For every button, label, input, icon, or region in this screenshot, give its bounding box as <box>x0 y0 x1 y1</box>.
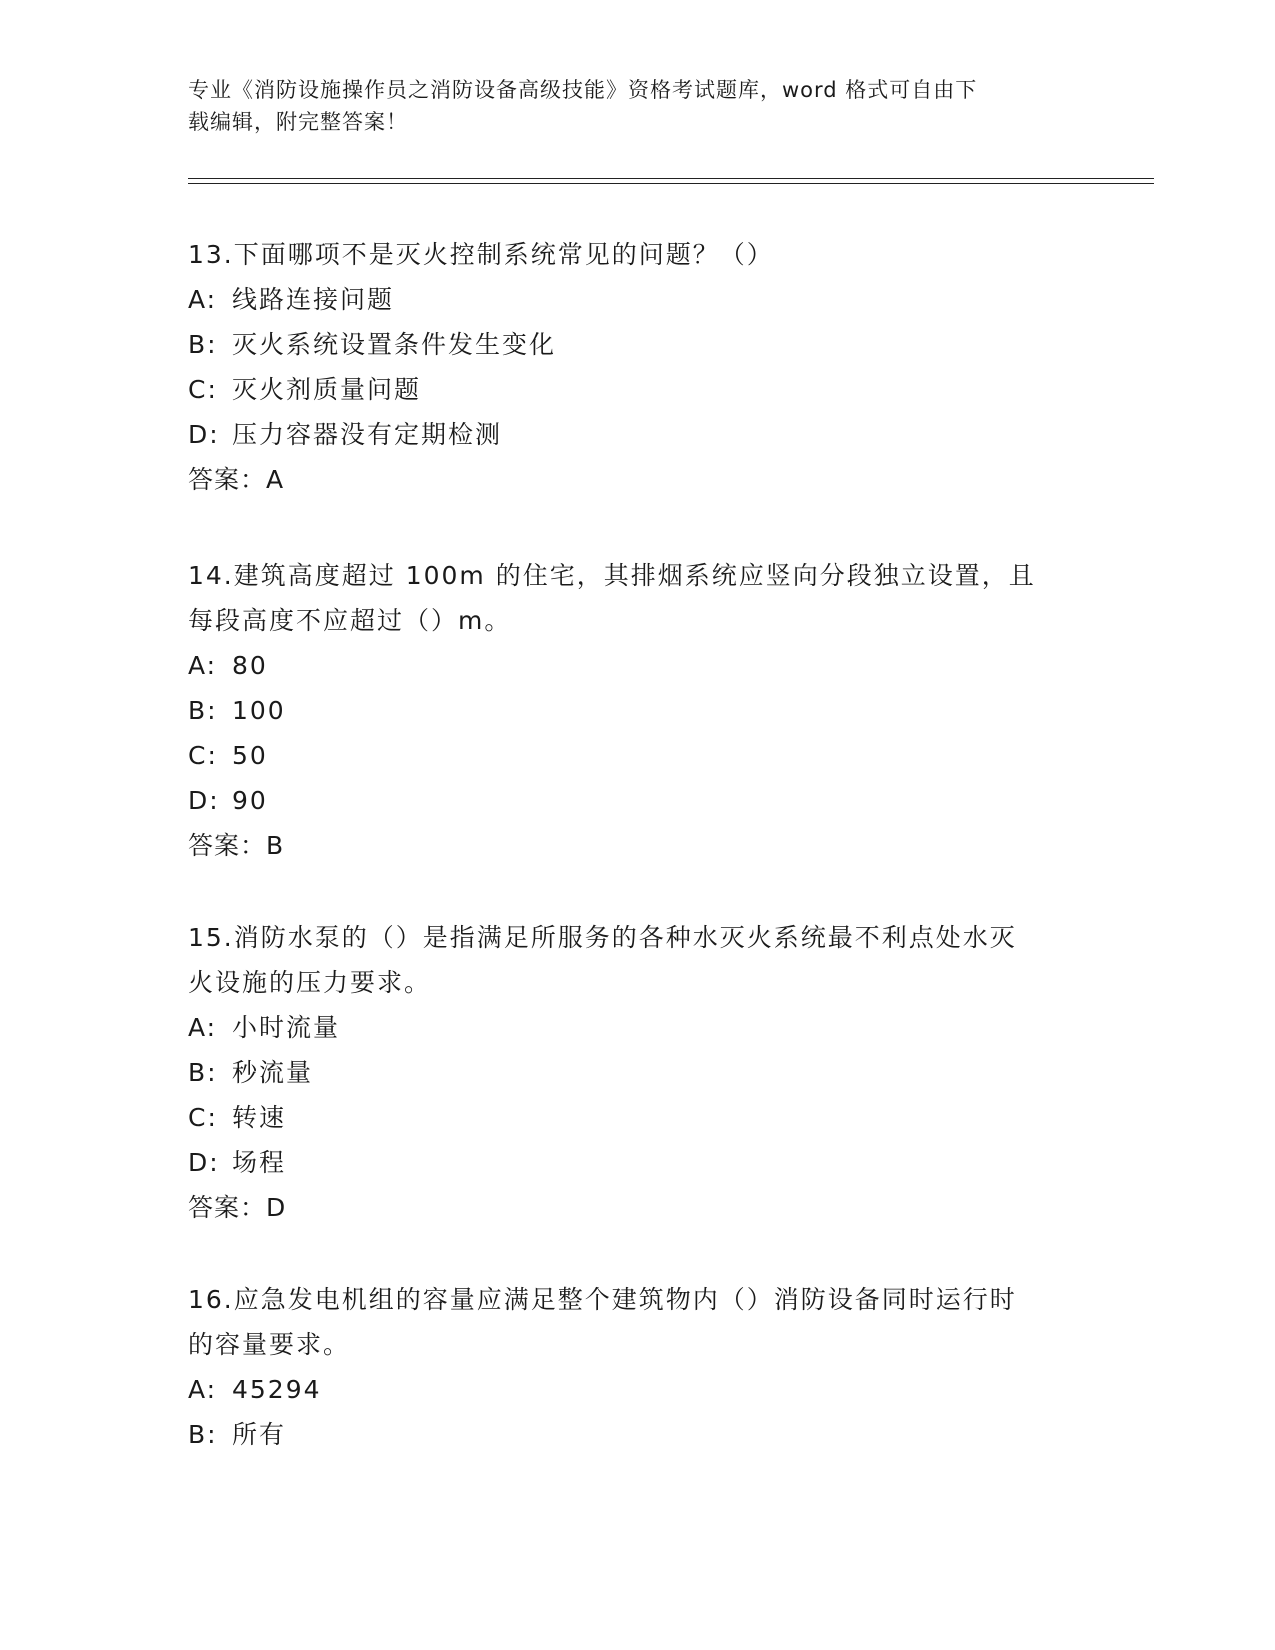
option-letter: A: <box>188 651 218 680</box>
option-letter: B: <box>188 1058 218 1087</box>
option-c <box>188 1095 1088 1140</box>
option-letter: C: <box>188 375 218 404</box>
option-letter: B: <box>188 330 218 359</box>
answer-line: 答案：A <box>188 465 285 494</box>
option-a <box>188 643 1088 688</box>
header-line-1: 专业《消防设施操作员之消防设备高级技能》资格考试题库，word 格式可自由下 <box>188 78 978 102</box>
option-text: 压力容器没有定期检测 <box>232 420 503 449</box>
header-divider-top <box>188 178 1154 179</box>
option-b <box>188 1050 1088 1095</box>
option-a <box>188 1005 1088 1050</box>
option-letter: B: <box>188 696 218 725</box>
question-13 <box>188 232 1088 502</box>
question-stem-line-2: 的容量要求。 <box>188 1330 351 1359</box>
option-d <box>188 1140 1088 1185</box>
option-text: 秒流量 <box>232 1058 314 1087</box>
question-stem-line-1: 14.建筑高度超过 100m 的住宅，其排烟系统应竖向分段独立设置，且 <box>188 561 1036 590</box>
option-d <box>188 412 1088 457</box>
header-divider-bottom <box>188 183 1154 184</box>
question-15 <box>188 915 1088 1230</box>
option-letter: A: <box>188 1013 218 1042</box>
option-c <box>188 733 1088 778</box>
option-text: 80 <box>232 651 268 680</box>
question-stem-line-1: 16.应急发电机组的容量应满足整个建筑物内（）消防设备同时运行时 <box>188 1285 1017 1314</box>
option-text: 线路连接问题 <box>232 285 395 314</box>
document-header <box>188 74 1068 138</box>
question-stem: 13.下面哪项不是灭火控制系统常见的问题？（） <box>188 240 774 269</box>
question-14 <box>188 553 1088 868</box>
option-text: 50 <box>232 741 268 770</box>
option-a <box>188 277 1088 322</box>
option-text: 场程 <box>232 1148 287 1177</box>
option-text: 所有 <box>232 1420 287 1449</box>
option-letter: A: <box>188 285 218 314</box>
option-letter: C: <box>188 741 218 770</box>
option-text: 转速 <box>232 1103 287 1132</box>
option-text: 灭火剂质量问题 <box>232 375 422 404</box>
option-text: 45294 <box>232 1375 322 1404</box>
option-b <box>188 688 1088 733</box>
option-letter: B: <box>188 1420 218 1449</box>
option-letter: C: <box>188 1103 218 1132</box>
option-d <box>188 778 1088 823</box>
option-b <box>188 1412 1088 1457</box>
question-stem-line-2: 火设施的压力要求。 <box>188 968 432 997</box>
option-letter: D: <box>188 420 220 449</box>
option-text: 小时流量 <box>232 1013 341 1042</box>
answer-line: 答案：D <box>188 1193 287 1222</box>
option-text: 100 <box>232 696 286 725</box>
question-stem-line-2: 每段高度不应超过（）m。 <box>188 606 512 635</box>
option-letter: D: <box>188 786 220 815</box>
option-b <box>188 322 1088 367</box>
answer-line: 答案：B <box>188 831 285 860</box>
option-text: 90 <box>232 786 268 815</box>
option-c <box>188 367 1088 412</box>
question-stem-line-1: 15.消防水泵的（）是指满足所服务的各种水灭火系统最不利点处水灭 <box>188 923 1017 952</box>
header-line-2: 载编辑，附完整答案！ <box>188 110 408 134</box>
question-16 <box>188 1277 1088 1457</box>
option-letter: A: <box>188 1375 218 1404</box>
option-letter: D: <box>188 1148 220 1177</box>
option-a <box>188 1367 1088 1412</box>
option-text: 灭火系统设置条件发生变化 <box>232 330 557 359</box>
